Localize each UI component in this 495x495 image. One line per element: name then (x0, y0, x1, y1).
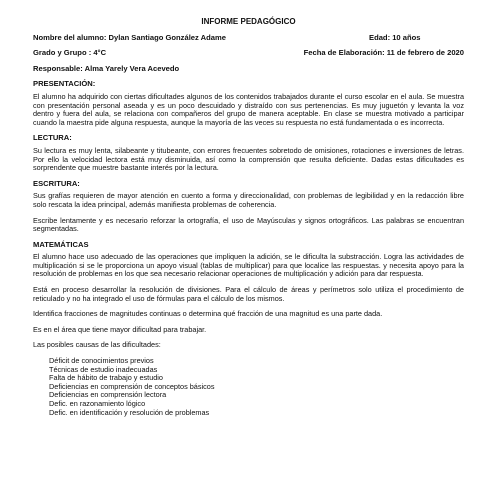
section-heading-lectura: LECTURA: (33, 133, 72, 143)
presentacion-paragraph: El alumno ha adquirido con ciertas dificultades algunos de los contenidos trabajados durante el curso escolar en el aula. Se muestra con presentación personal aseada y es un poco descuidado y distraído con sus pertenencias. Es muy juguetón y levanta la voz dentro y fuera del aula, se relaciona con compañeros del grupo de manera aceptable. En clase se muestra motivado a participar cuando la maestra pide alguna respuesta, aunque la mayoría de las veces su respuesta no está fundamentada o es incorrecta. (33, 91, 464, 127)
matematicas-paragraph-5: Las posibles causas de las dificultades: (33, 340, 161, 350)
list-item: Defic. en identificación y resolución de problemas (49, 407, 210, 417)
section-heading-escritura: ESCRITURA: (33, 178, 80, 188)
list-item: Deficiencias en comprensión lectora (49, 390, 167, 400)
grade-group: Grado y Grupo : 4°C (33, 48, 107, 58)
list-item: Técnicas de estudio inadecuadas (49, 364, 158, 374)
escritura-paragraph-1: Sus grafías requieren de mayor atención en cuento a forma y direccionalidad, con problemas de legibilidad y en la redacción libre solo rescata la idea principal, además manifiesta problemas de coherencia. (33, 191, 464, 209)
escritura-paragraph-2: Escribe lentamente y es necesario reforzar la ortografía, el uso de Mayúsculas y signos ortográficos. Las palabras se encuentran segmentadas. (33, 215, 464, 234)
list-item: Defic. en razonamiento lógico (49, 399, 146, 408)
list-item: Déficit de conocimientos previos (49, 356, 154, 366)
student-row (33, 34, 464, 43)
lectura-paragraph: Su lectura es muy lenta, silabeante y titubeante, con errores frecuentes sobretodo de omisiones, rotaciones e inversiones de letras. Por ello la velocidad lectora está muy disminuida, así como la comprensión que resulta deficiente. Dadas estas dificultades es sorprendente que muestre bastante interés por la lectura. (33, 145, 464, 173)
causes-list (49, 357, 464, 417)
section-heading-presentacion: PRESENTACIÓN: (33, 79, 96, 89)
matematicas-paragraph-3: Identifica fracciones de magnitudes continuas o determina qué fracción de una magnitud es una parte dada. (33, 309, 383, 319)
student-age: Edad: 10 años (369, 32, 421, 42)
matematicas-paragraph-1: El alumno hace uso adecuado de las operaciones que impliquen la adición, se le dificulta la substracción. Logra las actividades de multiplicación si se le proporciona un apoyo visual (tablas de multiplicar) para que localice las respuestas. y necesita apoyo para la resolución de problemas en los que sea necesario relacionar operaciones de multiplicación y adición para dar respuesta. (33, 252, 464, 279)
grade-row (33, 49, 464, 58)
report-title: INFORME PEDAGÓGICO (201, 17, 296, 26)
list-item: Falta de hábito de trabajo y estudio (49, 373, 163, 383)
section-heading-matematicas: MATEMÁTICAS (33, 239, 89, 249)
report-page (33, 18, 464, 417)
list-item: Deficiencias en comprensión de conceptos básicos (49, 381, 215, 391)
matematicas-paragraph-2: Está en proceso desarrollar la resolución de divisiones. Para el cálculo de áreas y perímetros solo utiliza el procedimiento de reticulado y no ha integrado el uso de fórmulas para el cálculo de los mismos. (33, 285, 464, 303)
student-name: Nombre del alumno: Dylan Santiago González Adame (33, 32, 226, 42)
matematicas-paragraph-4: Es en el área que tiene mayor dificultad para trabajar. (33, 324, 207, 334)
elaboration-date: Fecha de Elaboración: 11 de febrero de 2020 (303, 48, 464, 58)
responsible: Responsable: Alma Yarely Vera Acevedo (33, 63, 180, 73)
